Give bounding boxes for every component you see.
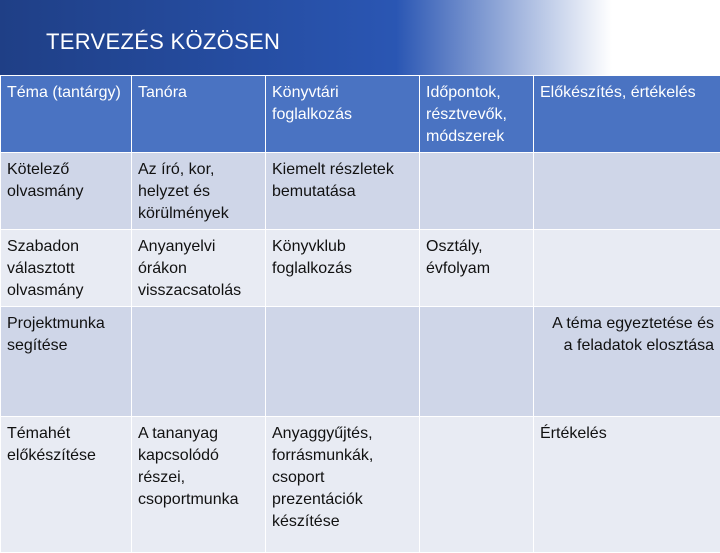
table-cell — [534, 230, 720, 307]
table-row — [1, 230, 720, 307]
column-header: Tanóra — [132, 76, 266, 153]
table-row — [1, 153, 720, 230]
table-cell: Anyaggyűjtés, forrásmunkák, csoport prezentációk készítése — [266, 417, 420, 553]
table-cell — [420, 153, 534, 230]
table-cell — [534, 153, 720, 230]
table-cell: Kiemelt részletek bemutatása — [266, 153, 420, 230]
table-cell: Értékelés — [534, 417, 720, 553]
table-cell: Anyanyelvi órákon visszacsatolás — [132, 230, 266, 307]
planning-table — [0, 75, 720, 553]
title-bar — [0, 0, 720, 75]
column-header: Előkészítés, értékelés — [534, 76, 720, 153]
table-cell: Az író, kor, helyzet és körülmények — [132, 153, 266, 230]
column-header: Időpontok, résztvevők, módszerek — [420, 76, 534, 153]
column-header: Könyvtári foglalkozás — [266, 76, 420, 153]
table-cell: Könyvklub foglalkozás — [266, 230, 420, 307]
column-header: Téma (tantárgy) — [1, 76, 132, 153]
table-cell: A téma egyeztetése és a feladatok elosztása — [534, 307, 720, 417]
table-cell: Osztály, évfolyam — [420, 230, 534, 307]
table-cell: Projektmunka segítése — [1, 307, 132, 417]
table-cell — [420, 417, 534, 553]
table-cell: A tananyag kapcsolódó részei, csoportmunka — [132, 417, 266, 553]
table-cell: Kötelező olvasmány — [1, 153, 132, 230]
table-cell: Témahét előkészítése — [1, 417, 132, 553]
table-row — [1, 417, 720, 553]
table-cell — [420, 307, 534, 417]
table-header-row — [1, 76, 720, 153]
table-cell — [132, 307, 266, 417]
page-title: TERVEZÉS KÖZÖSEN — [46, 29, 280, 55]
table-cell — [266, 307, 420, 417]
table-cell: Szabadon választott olvasmány — [1, 230, 132, 307]
table-row — [1, 307, 720, 417]
